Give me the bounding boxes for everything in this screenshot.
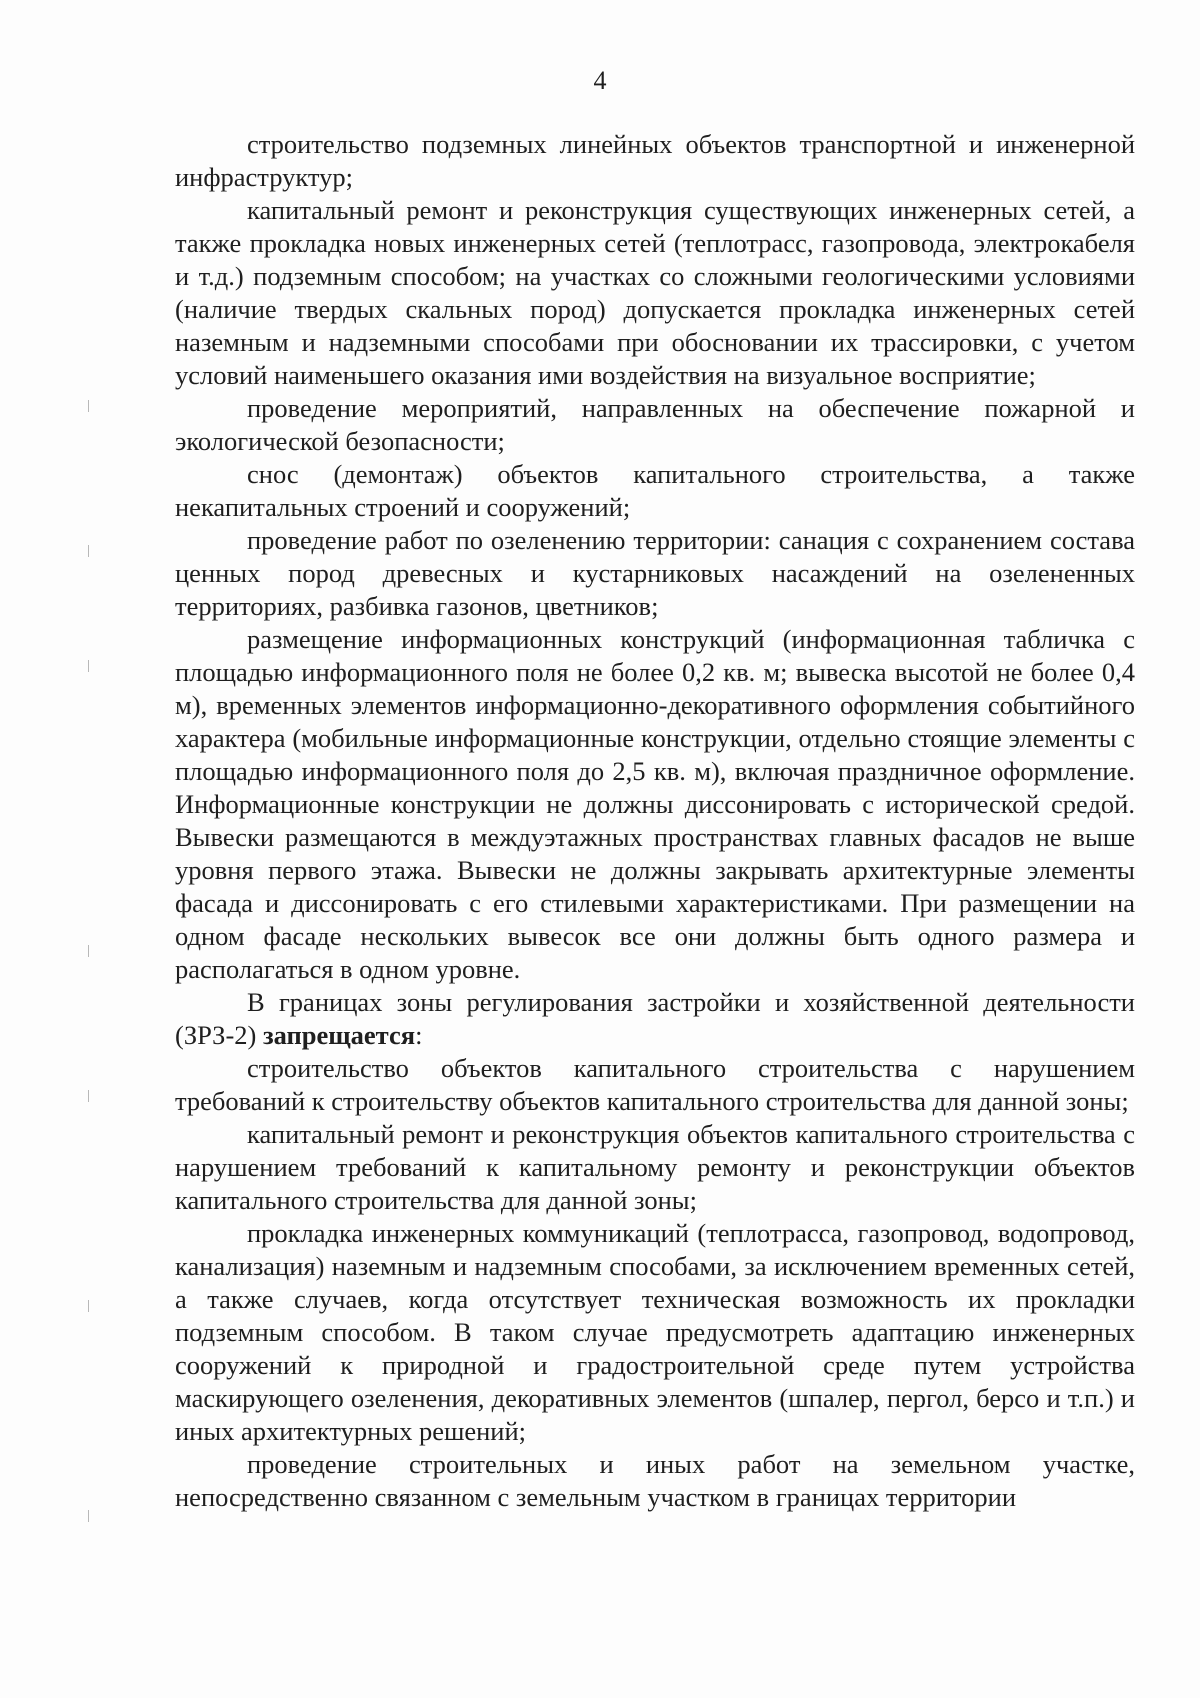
prohibited-repair: капитальный ремонт и реконструкция объектов капитального строительства с нарушением требований к капитальному ремонту и реконструкции объектов капитального строительства для данной зоны; (175, 1119, 1135, 1215)
paragraph-underground-linear-objects: строительство подземных линейных объектов транспортной и инженерной инфраструктур; (175, 129, 1135, 192)
prohibited-utilities: прокладка инженерных коммуникаций (теплотрасса, газопровод, водопровод, канализация) наземным и надземным способами, за исключением временных сетей, а также случаев, когда отсутствует техническая возможность их прокладки подземным способом. В таком случае предусмотреть адаптацию инженерных сооружений к природной и градостроительной среде путем устройства маскирующего озеленения, декоративных элементов (шпалер, пергол, берсо и т.п.) и иных архитектурных решений; (175, 1218, 1135, 1446)
zone-heading-colon: : (415, 1020, 423, 1050)
paragraph-landscaping: проведение работ по озеленению территории: санация с сохранением состава ценных пород древесных и кустарниковых насаждений на озелененных территориях, разбивка газонов, цветников; (175, 525, 1135, 621)
zone-heading-text: В границах зоны регулирования застройки и хозяйственной деятельности (ЗРЗ-2) (175, 987, 1135, 1050)
scan-margin-marks (88, 400, 90, 1600)
document-body (175, 128, 1135, 1514)
paragraph-demolition: снос (демонтаж) объектов капитального строительства, а также некапитальных строений и сооружений; (175, 459, 1135, 522)
paragraph-engineering-networks: капитальный ремонт и реконструкция существующих инженерных сетей, а также прокладка новых инженерных сетей (теплотрасс, газопровода, электрокабеля и т.д.) подземным способом; на участках со сложными геологическими условиями (наличие твердых скальных пород) допускается прокладка инженерных сетей наземным и надземными способами при обосновании их трассировки, с учетом условий наименьшего оказания ими воздействия на визуальное восприятие; (175, 195, 1135, 390)
zone-heading (175, 986, 1135, 1052)
prohibited-works: проведение строительных и иных работ на земельном участке, непосредственно связанном с земельным участком в границах территории (175, 1449, 1135, 1512)
page-number: 4 (593, 66, 607, 95)
prohibited-construction: строительство объектов капитального строительства с нарушением требований к строительству объектов капитального строительства для данной зоны; (175, 1053, 1135, 1116)
paragraph-information-structures: размещение информационных конструкций (информационная табличка с площадью информационного поля не более 0,2 кв. м; вывеска высотой не более 0,4 м), временных элементов информационно-декоративного оформления событийного характера (мобильные информационные конструкции, отдельно стоящие элементы с площадью информационного поля до 2,5 кв. м), включая праздничное оформление. Информационные конструкции не должны диссонировать с исторической средой. Вывески размещаются в междуэтажных пространствах главных фасадов не выше уровня первого этажа. Вывески не должны закрывать архитектурные элементы фасада и диссонировать с его стилевыми характеристиками. При размещении на одном фасаде нескольких вывесок все они должны быть одного размера и располагаться в одном уровне. (175, 624, 1135, 984)
paragraph-fire-safety: проведение мероприятий, направленных на обеспечение пожарной и экологической безопасности; (175, 393, 1135, 456)
zone-heading-emphasis: запрещается (262, 1020, 416, 1050)
